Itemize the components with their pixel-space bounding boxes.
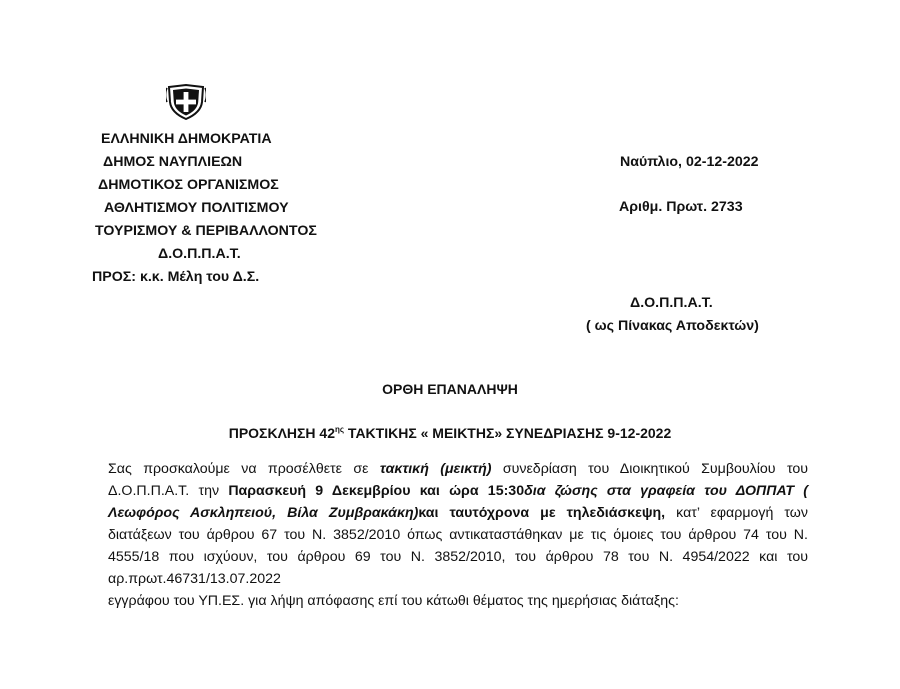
recipient: Δ.Ο.Π.Π.Α.Τ. [630,295,713,311]
body-intro: Σας προσκαλούμε να προσέλθετε σε [108,461,380,477]
invitation-title-superscript: ης [335,425,345,434]
issuer-org-line3: ΤΟΥΡΙΣΜΟΥ & ΠΕΡΙΒΑΛΛΟΝΤΟΣ [95,223,317,239]
place-and-date: Ναύπλιο, 02-12-2022 [620,154,759,170]
invitation-title [0,425,900,441]
issuer-municipality: ΔΗΜΟΣ ΝΑΥΠΛΙΕΩΝ [103,154,243,170]
invitation-body [108,458,808,612]
addressee-value: κ.κ. Μέλη του Δ.Σ. [139,269,260,285]
body-session-type: τακτική (μεικτή) [379,461,492,477]
invitation-title-main: ΠΡΟΣΚΛΗΣΗ 42 [228,425,335,441]
issuer-acronym: Δ.Ο.Π.Π.Α.Τ. [158,246,241,262]
issuer-org-line1: ΔΗΜΟΤΙΚΟΣ ΟΡΓΑΝΙΣΜΟΣ [98,177,279,193]
body-closing: εγγράφου του ΥΠ.ΕΣ. για λήψη απόφασης επί του κάτωθι θέματος της ημερήσιας διάταξης: [108,593,679,609]
greek-coat-of-arms-icon [166,82,206,120]
body-board: συνεδρίαση του Διοικητικού Συμβουλίου του Δ.Ο.Π.Π.Α.Τ. την [108,461,808,499]
body-legal-basis: κατ’ εφαρμογή των διατάξεων του άρθρου 67 του Ν. 3852/2010 όπως αντικαταστάθηκαν με τις όμοιες του άρθρου 74 του Ν. 4555/18 που ισχύουν, του άρθρου 69 του Ν. 3852/2010, του άρθρου 78 του Ν. 4954/2022 και του αρ.πρωτ.46731/13.07.2022 [108,505,808,587]
issuer-country: ΕΛΛΗΝΙΚΗ ΔΗΜΟΚΡΑΤΙΑ [101,131,272,147]
body-teleconference: και ταυτόχρονα με τηλεδιάσκεψη, [418,505,666,521]
protocol-number: Αριθμ. Πρωτ. 2733 [619,199,743,215]
invitation-title-rest: ΤΑΚΤΙΚΗΣ « ΜΕΙΚΤΗΣ» ΣΥΝΕΔΡΙΑΣΗΣ 9-12-2022 [344,425,672,441]
recipient-note: ( ως Πίνακας Αποδεκτών) [586,318,759,334]
body-venue: δια ζώσης στα γραφεία του ΔΟΠΠΑΤ ( Λεωφόρος Ασκληπειού, Βίλα Ζυμβρακάκη) [108,483,808,521]
addressee-label: ΠΡΟΣ: [92,269,140,285]
body-date-time: Παρασκευή 9 Δεκεμβρίου και ώρα 15:30 [228,483,525,499]
addressee-line [92,269,259,285]
issuer-org-line2: ΑΘΛΗΤΙΣΜΟΥ ΠΟΛΙΤΙΣΜΟΥ [104,200,289,216]
correction-title: ΟΡΘΗ ΕΠΑΝΑΛΗΨΗ [382,381,518,397]
